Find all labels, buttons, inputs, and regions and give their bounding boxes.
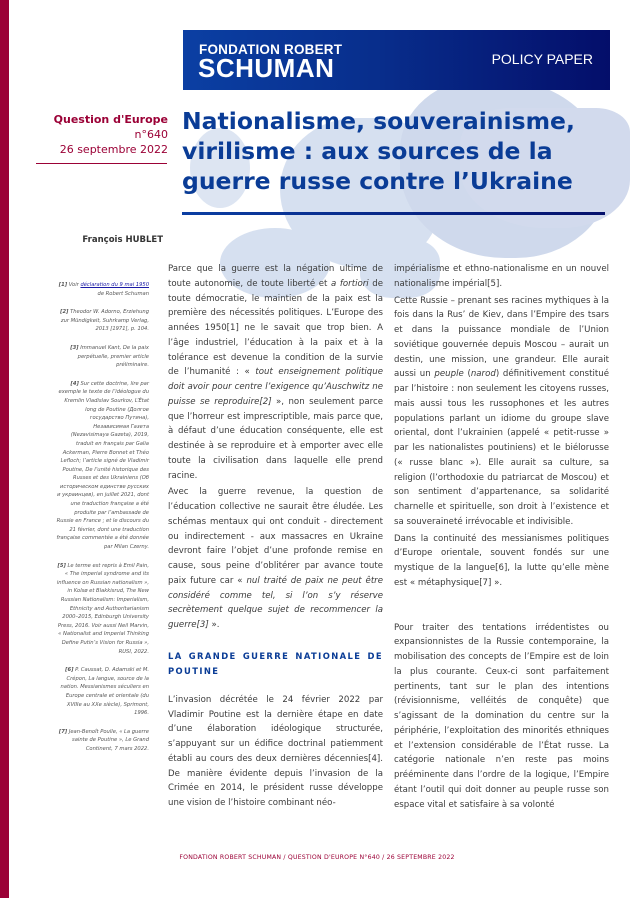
footnote [56,562,149,657]
text-run-italic: narod [470,369,496,380]
paragraph [168,485,383,633]
paragraph: Pour traiter des tentations irrédentistes ou expansionnistes de la Russie contemporaine, la mobilisation des concepts de l’Empire est de loin la plus courante. Ceux-ci sont parfaitement pertinents, tant sur le plan des intentions (révisionnisme, velléités de conquête) que s’agissant de la domination du centre sur la périphérie, l’exploitation des minorités ethniques et l’extension considérable de l’État russe. La catégorie nationale n’en reste pas moins prééminente dans l’ordre de la logique, l’Empire étant l’outil qui doit donner au peuple russe son espace vital et satisfaire à sa volonté [394,622,609,810]
text-run: ( [463,369,471,380]
paragraph [394,294,609,530]
footnote-number: [7] [58,728,68,735]
footnote [56,728,149,754]
footnote-text: Sur cette doctrine, lire par exemple le texte de l’idéologue du Kremlin Vladislav Sourkov, L’État long de Poutine (Долгое государство Путина), Независимая Газета (Nezavisimaya Gazeta), 2019, traduit en français par Galia Ackerman, Pierre Bonnet et Théo Lefloch; l’article signé de Vladimir Poutine, De l’unité historique des Russes et des Ukrainiens (Об историческом единстве русских и украинцев), en juillet 2021, dont une traduction française a été produite par l’ambassade de Russie en France ; et le discours du 21 février, dont une traduction française commentée a été donnée par Milan Czerny. [56,380,149,551]
quote-italic: nul traité de paix ne peut être considéré comme tel, si l’on s’y réserve secrètement quelque sujet de recommencer la guerre[3] [168,575,384,630]
footnote-number: [2] [60,309,69,316]
body-column-left [168,262,383,811]
meta-divider [36,163,167,164]
footnote [56,344,149,370]
section-heading: LA GRANDE GUERRE NATIONALE DE POUTINE [168,650,383,676]
footnote-text: Voir [67,282,81,288]
footnote-text: Theodor W. Adorno, Erziehung zur Mündigkeit, Suhrkamp Verlag, 2013 [1971], p. 104. [60,309,149,333]
paragraph: L’invasion décrétée le 24 février 2022 par Vladimir Poutine est la dernière étape en date d’une élaboration idéologique structurée, s’appuyant sur un édifice doctrinal patiemment établi au cours des deux dernières décennies[4]. De manière évidente depuis l’invasion de la Crimée en 2014, le président russe développe une vision de l’histoire combinant néo- [168,694,383,808]
footnote-text: P. Caussat, D. Adamski et M. Crépon, La langue, source de la nation. Messianismes séculiers en Europe centrale et orientale (du XVIIIe au XXe siècle), Sprimont, 1996. [60,667,149,717]
footnote [56,308,149,334]
quote-italic: tout enseignement politique doit avoir pour centre l’exigence qu’Auschwitz ne puisse se reproduire[2] [168,367,383,407]
footnote-number: [3] [70,344,79,351]
text-run: ». [208,620,220,630]
header-banner [183,30,610,90]
issue-number: n°640 [134,128,168,141]
page-title: Nationalisme, souverainisme, virilisme : aux sources de la guerre russe contre l’Ukraine [182,107,575,195]
footnote-number: [6] [65,667,74,674]
doc-type-label: POLICY PAPER [491,51,593,67]
footnotes-sidebar [56,281,149,764]
text-run: », non seulement parce que l’horreur est imprescriptible, mais parce que, à défaut d’une éducation conséquente, elle est destinée à se reproduire et à emporter avec elle toute la civilisation dans laquelle elle prend racine. [168,396,384,481]
paragraph: impérialisme et ethno-nationalisme en un nouvel nationalisme impérial[5]. [394,264,609,289]
footnote-link[interactable]: déclaration du 9 mai 1950 [80,282,149,288]
footnote-number: [5] [57,562,66,569]
author-name: François HUBLET [82,235,163,245]
text-run: de toute démocratie, le maintien de la paix est la première des nécessités politiques. L’Europe des années 1950[1] ne le savait que trop bien. A l’âge industriel, l’éducation à la paix et à la tolérance est devenue la condition de la survie de l’humanité : « [168,278,383,378]
footnote-text: Jean-Benoît Poulle, « La guerre sainte de Poutine », Le Grand Continent, 7 mars 2022. [67,728,149,752]
text-run: Parce que la guerre est la négation ultime de toute autonomie, de toute liberté et [168,264,383,289]
publication-date: 26 septembre 2022 [59,143,168,156]
text-run: Cette Russie – prenant ses racines mythiques à la fois dans la Rus’ de Kiev, dans l’Empire des tsars et dans la puissance mondiale de l’Union soviétique gouvernée depuis Moscou – aurait un destin, une mission, une grandeur. Elle aurait aussi un [394,295,609,380]
body-column-right [394,262,609,812]
footnote-number: [4] [70,380,79,387]
footnote-text: Le terme est repris à Emil Pain, « The imperial syndrome and its influence on Russian nationalism », in Kolsø et Blakkisrud, The New Russian Nationalism: Imperialism, Ethnicity and Authoritarianism 2000–2015, Edinburgh University Press, 2016. Voir aussi Neil Marvin, « Nationalist and Imperial Thinking Define Putin’s Vision for Russia », RUSI, 2022. [56,562,149,655]
footnote [56,281,149,298]
brand-logo-line1: FONDATION ROBERT [199,42,343,57]
side-accent-bar [0,0,9,898]
text-run: Avec la guerre revenue, la question de l’éducation collective ne saurait être éludée. Les schémas mentaux qui ont conduit - directement ou indirectement - aux massacres en Ukraine devront faire l’objet d’une profonde remise en cause, sous peine d’oblitérer par avance toute paix future car « [168,487,383,586]
text-run: ) définitivement constitué par l’histoire : non seulement les citoyens russes, mais aussi tous les russophones et les autres populations parlant un idiome du groupe slave oriental, dont l’ukrainien (appelé « petit-russe » par les nationalistes poutiniens) et le biélorusse (« russe blanc »). Elle aurait sa culture, sa religion (l’orthodoxie du patriarcat de Moscou) et son sentiment d’appartenance, sa solidarité charnelle et spirituelle, son droit à l’existence et sa souveraineté irrévocable et indivisible. [394,369,609,527]
brand-logo-line2: SCHUMAN [198,53,335,83]
footnote-text: de Robert Schuman [97,290,149,297]
footnote [56,666,149,718]
publication-meta [28,112,168,157]
paragraph: Dans la continuité des messianismes politiques d’Europe orientale, souvent fondés sur une mystique de la langue[6], la lutte qu’elle mène est « métaphysique[7] ». [394,533,609,588]
footnote-text: Immanuel Kant, De la paix perpétuelle, premier article préliminaire. [77,344,149,369]
paragraph [168,262,383,483]
series-name: Question d'Europe [53,113,168,126]
footnote [56,380,149,552]
page-footer: FONDATION ROBERT SCHUMAN / QUESTION D'EUROPE N°640 / 26 SEPTEMBRE 2022 [179,854,455,861]
title-divider [182,212,605,215]
text-run-italic: a fortiori [331,278,369,289]
text-run-italic: peuple [434,369,464,380]
footnote-number: [1] [58,282,68,288]
